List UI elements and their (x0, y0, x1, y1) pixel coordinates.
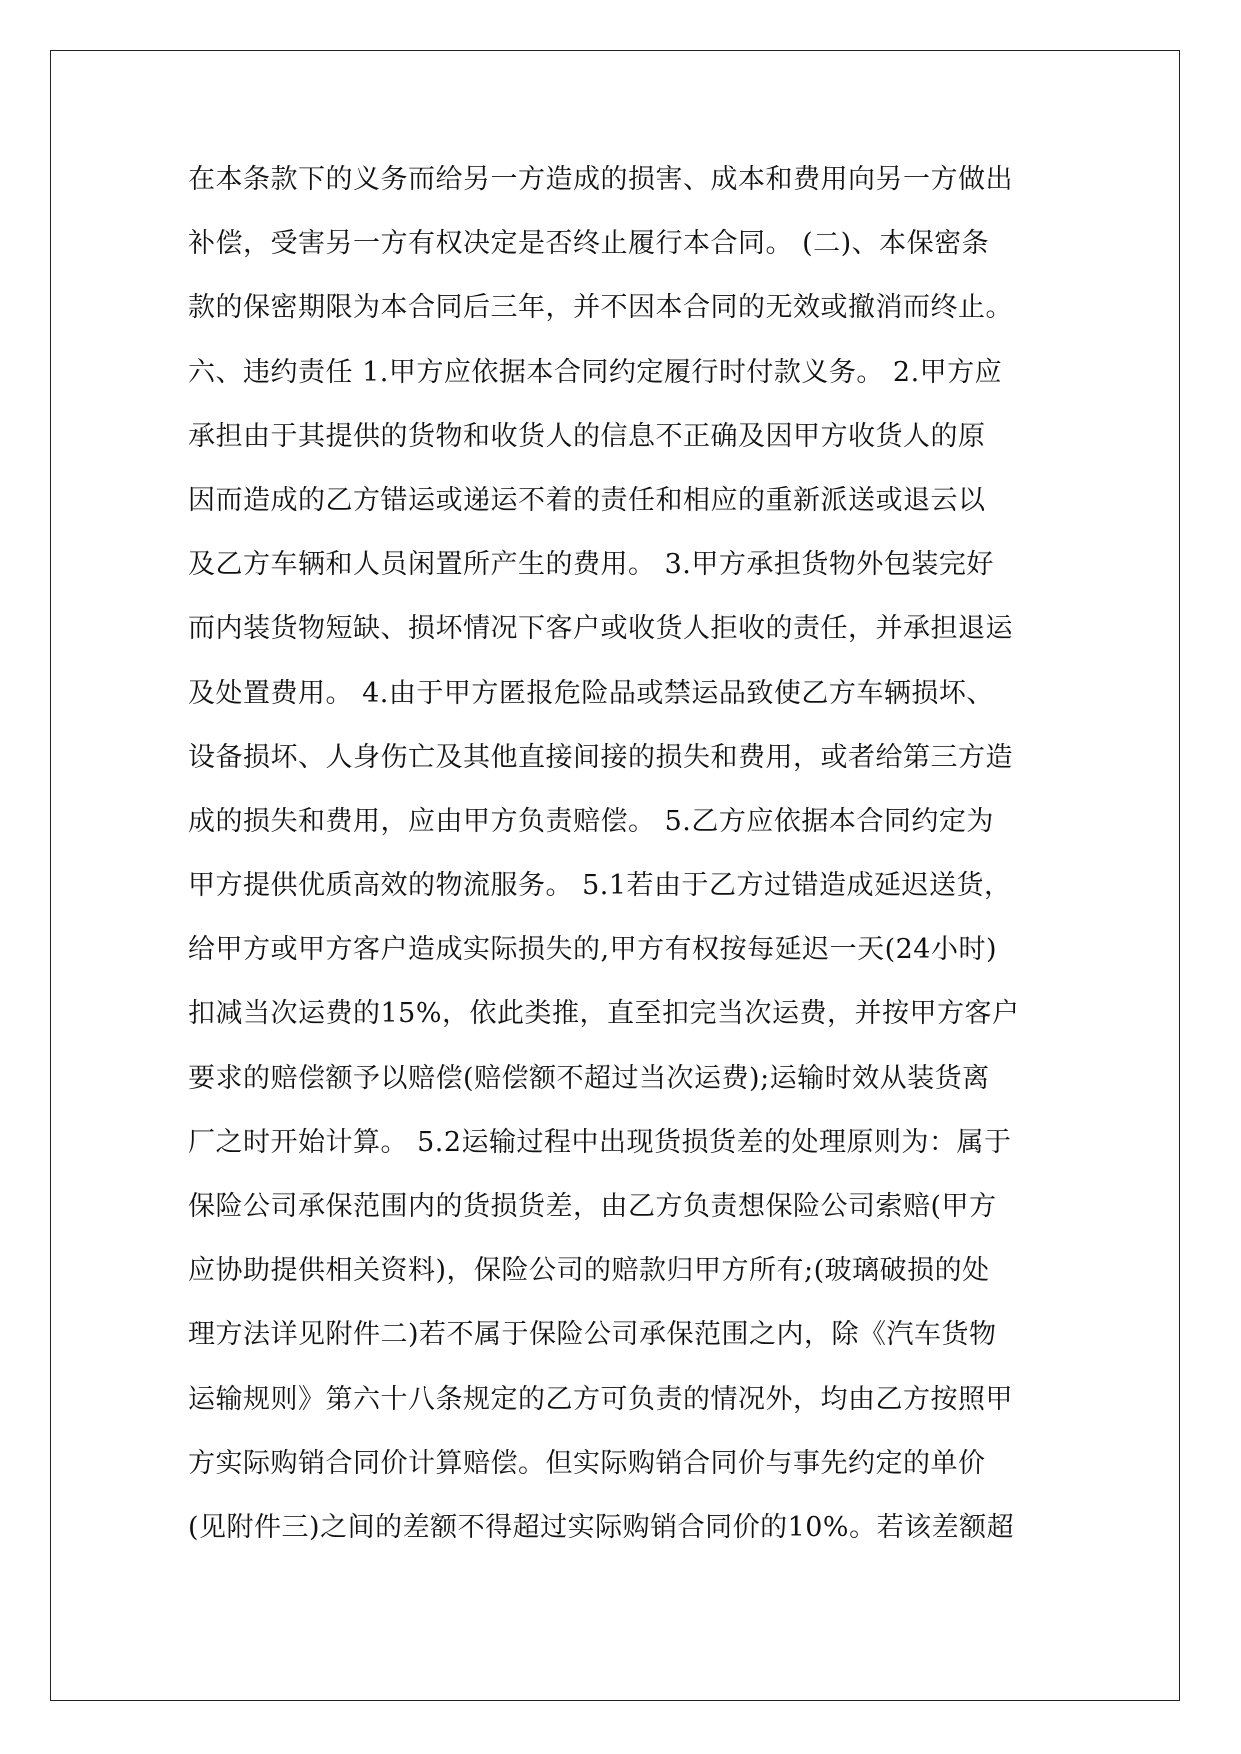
text-line: 因而造成的乙方错运或递运不着的责任和相应的重新派送或退云以 (188, 484, 986, 516)
text-line: 六、违约责任 1.甲方应依据本合同约定履行时付款义务。 2.甲方应 (188, 356, 1003, 388)
text-line: 补偿，受害另一方有权决定是否终止履行本合同。 (二)、本保密条 (188, 228, 990, 260)
text-line: (见附件三)之间的差额不得超过实际购销合同价的10%。若该差额超 (188, 1511, 1015, 1543)
text-line: 要求的赔偿额予以赔偿(赔偿额不超过当次运费);运输时效从装货离 (188, 1062, 990, 1094)
text-line: 给甲方或甲方客户造成实际损失的,甲方有权按每延迟一天(24小时) (188, 934, 998, 966)
text-line: 款的保密期限为本合同后三年，并不因本合同的无效或撤消而终止。 (188, 292, 1013, 324)
text-line: 设备损坏、人身伤亡及其他直接间接的损失和费用，或者给第三方造 (188, 741, 1013, 773)
text-line: 运输规则》第六十八条规定的乙方可负责的情况外，均由乙方按照甲 (188, 1383, 1013, 1415)
text-line: 厂之时开始计算。 5.2运输过程中出现货损货差的处理原则为：属于 (188, 1126, 1012, 1158)
text-line: 而内装货物短缺、损坏情况下客户或收货人拒收的责任，并承担退运 (188, 613, 1013, 645)
text-line: 甲方提供优质高效的物流服务。 5.1若由于乙方过错造成延迟送货， (188, 870, 1012, 902)
text-line: 承担由于其提供的货物和收货人的信息不正确及因甲方收货人的原 (188, 420, 986, 452)
text-line: 成的损失和费用，应由甲方负责赔偿。 5.乙方应依据本合同约定为 (188, 805, 994, 837)
text-line: 扣减当次运费的15%，依此类推，直至扣完当次运费，并按甲方客户 (188, 998, 1020, 1030)
text-line: 方实际购销合同价计算赔偿。但实际购销合同价与事先约定的单价 (188, 1447, 986, 1479)
text-line: 及乙方车辆和人员闲置所产生的费用。 3.甲方承担货物外包装完好 (188, 549, 994, 581)
text-line: 保险公司承保范围内的货损货差，由乙方负责想保险公司索赔(甲方 (188, 1191, 997, 1222)
text-line: 及处置费用。 4.由于甲方匿报危险品或禁运品致使乙方车辆损坏、 (188, 677, 994, 709)
text-line: 理方法详见附件二)若不属于保险公司承保范围之内，除《汽车货物 (188, 1319, 997, 1351)
text-line: 应协助提供相关资料)，保险公司的赔款归甲方所有;(玻璃破损的处 (188, 1255, 990, 1287)
text-line: 在本条款下的义务而给另一方造成的损害、成本和费用向另一方做出 (188, 164, 1013, 195)
document-body (188, 160, 1088, 1572)
